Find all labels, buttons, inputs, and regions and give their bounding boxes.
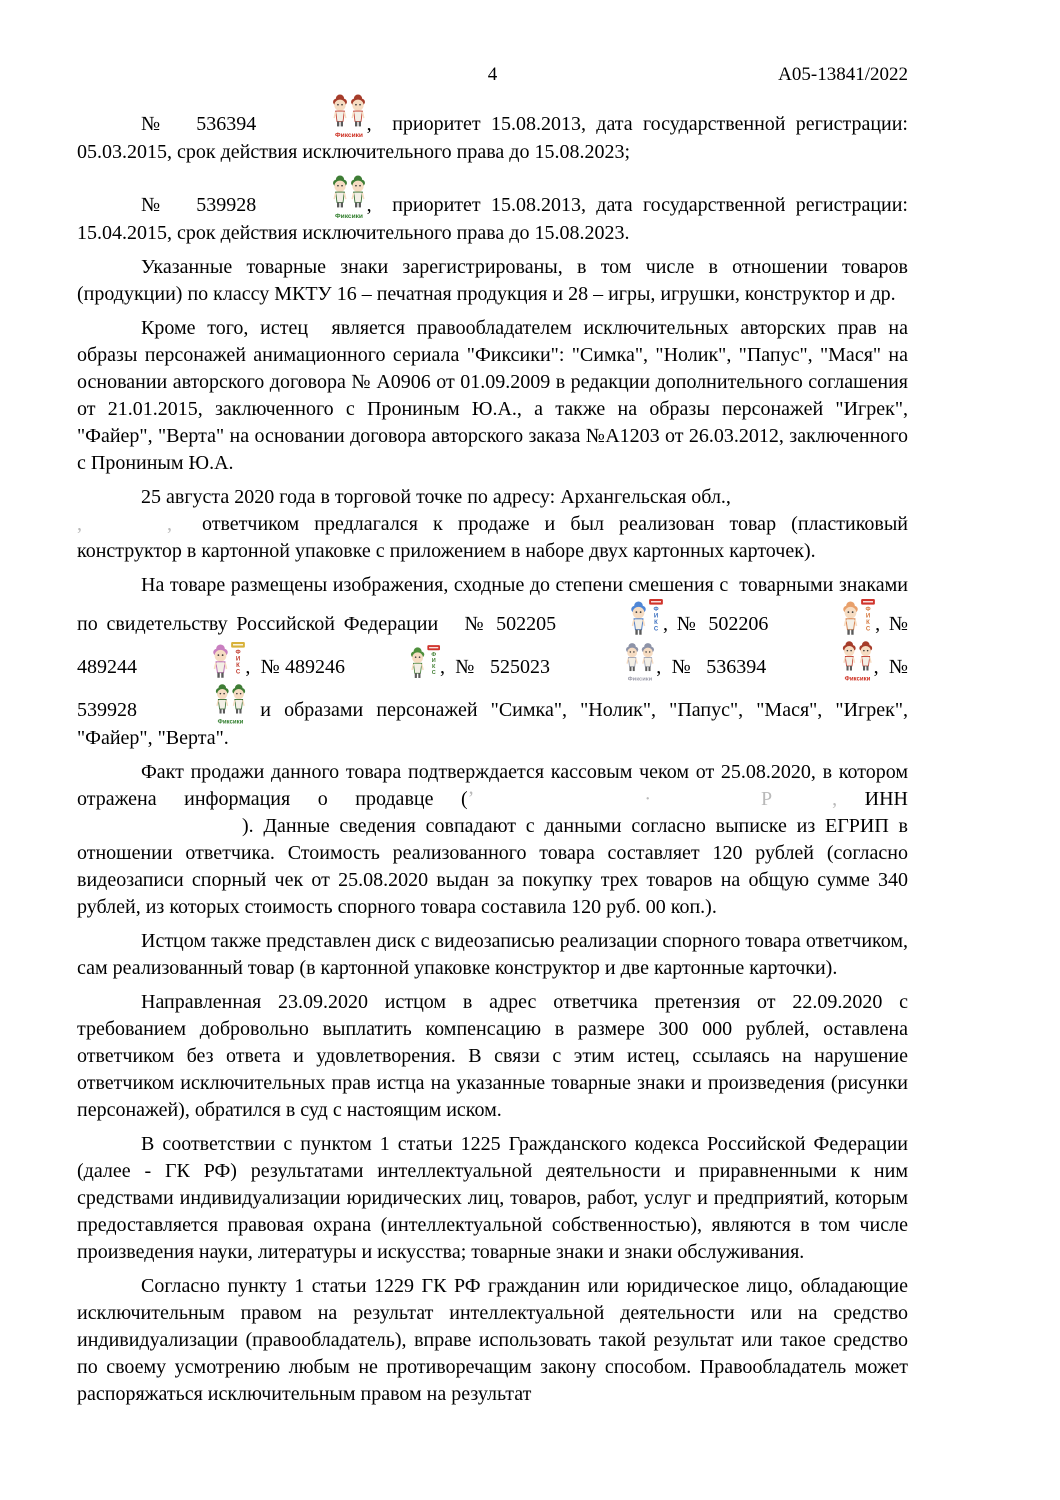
para-evidence-disk: Истцом также представлен диск с видеозаписью реализации спорного товара ответчиком, сам реализованный товар (в картонной упаковке конструктор и две картонные карточки). <box>77 930 908 979</box>
svg-text:С: С <box>236 669 241 676</box>
case-number: А05-13841/2022 <box>778 64 908 85</box>
redacted-remnant: Р <box>761 788 773 810</box>
redacted-gap <box>77 830 242 832</box>
svg-text:С: С <box>431 669 436 676</box>
svg-text:И: И <box>653 613 659 620</box>
document-body <box>77 92 908 1415</box>
redacted-remnant: · <box>644 788 651 810</box>
redacted-gap <box>651 803 761 805</box>
trademark-image-536394 <box>777 639 874 682</box>
para-sale-event: 25 августа 2020 года в торговой точке по адресу: Архангельская обл., , , ответчиком предлагался к продаже и был реализован товар (пластиковый конструктор в картонной упаковке с приложением в наборе двух картонных карточек). <box>77 486 908 562</box>
redacted-gap <box>172 528 202 530</box>
trademark-image-489246-papus <box>345 645 440 682</box>
redacted-remnant: , <box>832 788 838 810</box>
svg-text:И: И <box>431 658 436 665</box>
svg-text:И: И <box>236 656 241 663</box>
svg-text:С: С <box>653 626 659 633</box>
svg-text:Ф: Ф <box>431 652 437 659</box>
svg-text:Фиксики: Фиксики <box>334 213 363 220</box>
svg-text:Ф: Ф <box>235 649 241 656</box>
svg-text:И: И <box>865 613 871 620</box>
para-author-rights: Кроме того, истец является правообладателем исключительных авторских прав на образы персонажей анимационного сериала "Фиксики": "Симка", "Нолик", "Папус", "Мася" на основании авторского договора № А0906 от 01.09.2009 в редакции дополнительного соглашения от 21.01.2015, заключенного с Прониным Ю.А., а также на образы персонажей "Игрек", "Файер", "Верта" на основании договора авторского заказа №А1203 от 26.03.2012, заключенного с Прониным Ю.А. <box>77 317 908 474</box>
trademark-image-525023 <box>560 641 656 682</box>
trademark-image-502206-simka <box>777 599 875 639</box>
svg-text:К: К <box>866 619 870 626</box>
trademark-image-536394 <box>267 92 367 139</box>
svg-text:Фиксики: Фиксики <box>334 132 363 139</box>
para-claim-letter: Направленная 23.09.2020 истцом в адрес ответчика претензия от 22.09.2020 с требованием добровольно выплатить компенсацию в размере 300 000 рублей, оставлена ответчиком без ответа и удовлетворения. В связи с этим истец, ссылаясь на нарушение ответчиком исключительных прав истца на указанные товарные знаки и произведения (рисунки персонажей), обратился в суд с настоящим иском. <box>77 991 908 1121</box>
para-gk-1225: В соответствии с пунктом 1 статьи 1225 Гражданского кодекса Российской Федерации (далее - ГК РФ) результатами интеллектуальной деятельности и приравненными к ним средствами индивидуализации юридических лиц, товаров, работ, услуг и предприятий, которым предоставляется правовая охрана (интеллектуальной собственностью), являются в том числе произведения науки, литературы и искусства; товарные знаки и знаки обслуживания. <box>77 1133 908 1263</box>
redacted-remnant: ʼ <box>467 788 475 810</box>
svg-text:Фиксики: Фиксики <box>628 676 653 682</box>
para-registration-classes: Указанные товарные знаки зарегистрированы, в том числе в отношении товаров (продукции) по классу МКТУ 16 – печатная продукция и 28 – игры, игрушки, конструктор и др. <box>77 256 908 305</box>
para-trademark-536394: № 536394 Фиксики , приоритет 15.08.2013, дата государственной регистрации: 05.03.2015, срок действия исключительного права до 15.08.2023; <box>77 92 908 166</box>
page-number: 4 <box>487 64 498 85</box>
redacted-remnant: , <box>167 513 172 535</box>
svg-text:К: К <box>654 619 658 626</box>
redacted-gap <box>82 528 167 530</box>
svg-text:С: С <box>865 626 871 633</box>
trademark-image-539928 <box>150 682 247 725</box>
para-product-images: На товаре размещены изображения, сходные до степени смешения с товарными знаками по свидетельству Российской Федерации № 502205 Ф И К С , № 502206 Ф И К С , № 489244 Ф И К С , №489246 Ф И К С , № 525023 Фиксики , № 536394 Фиксики , № 539928 Фиксики и образами персонажей "Симка", "Нолик", "Папус", "Мася", "Игрек", "Файер", "Верта". <box>77 574 908 749</box>
para-sale-proof: Факт продажи данного товара подтверждается кассовым чеком от 25.08.2020, в котором отражена информация о продавце (ʼ · Р , ИНН). Данные сведения совпадают с данными согласно выписке из ЕГРИП в отношении ответчика. Стоимость реализованного товара составляет 120 рублей (согласно видеозаписи спорный чек от 25.08.2020 выдан за покупку трех товаров на общую сумме 340 рублей, из которых стоимость спорного товара составила 120 руб. 00 коп.). <box>77 761 908 918</box>
svg-text:Фиксики: Фиксики <box>217 719 244 725</box>
para-trademark-539928: № 539928 Фиксики , приоритет 15.08.2013, дата государственной регистрации: 15.04.2015, срок действия исключительного права до 15.08.2023. <box>77 173 908 247</box>
redacted-gap <box>474 803 644 805</box>
page-header <box>77 64 908 90</box>
svg-text:Ф: Ф <box>865 606 871 613</box>
trademark-image-489244-masya <box>147 642 245 682</box>
redacted-gap <box>772 803 832 805</box>
svg-text:Ф: Ф <box>653 606 659 613</box>
trademark-image-502205-nolik <box>565 599 663 639</box>
svg-text:К: К <box>236 662 241 669</box>
trademark-image-539928 <box>267 173 367 220</box>
redacted-remnant: , <box>77 513 82 535</box>
svg-text:Фиксики: Фиксики <box>844 676 870 682</box>
para-gk-1229: Согласно пункту 1 статьи 1229 ГК РФ гражданин или юридическое лицо, обладающие исключительным правом на результат интеллектуальной деятельности или на средство индивидуализации (правообладатель), вправе использовать такой результат или такое средство по своему усмотрению любым не противоречащим закону способом. Правообладатель может распоряжаться исключительным правом на результат <box>77 1275 908 1405</box>
svg-text:К: К <box>432 663 436 670</box>
